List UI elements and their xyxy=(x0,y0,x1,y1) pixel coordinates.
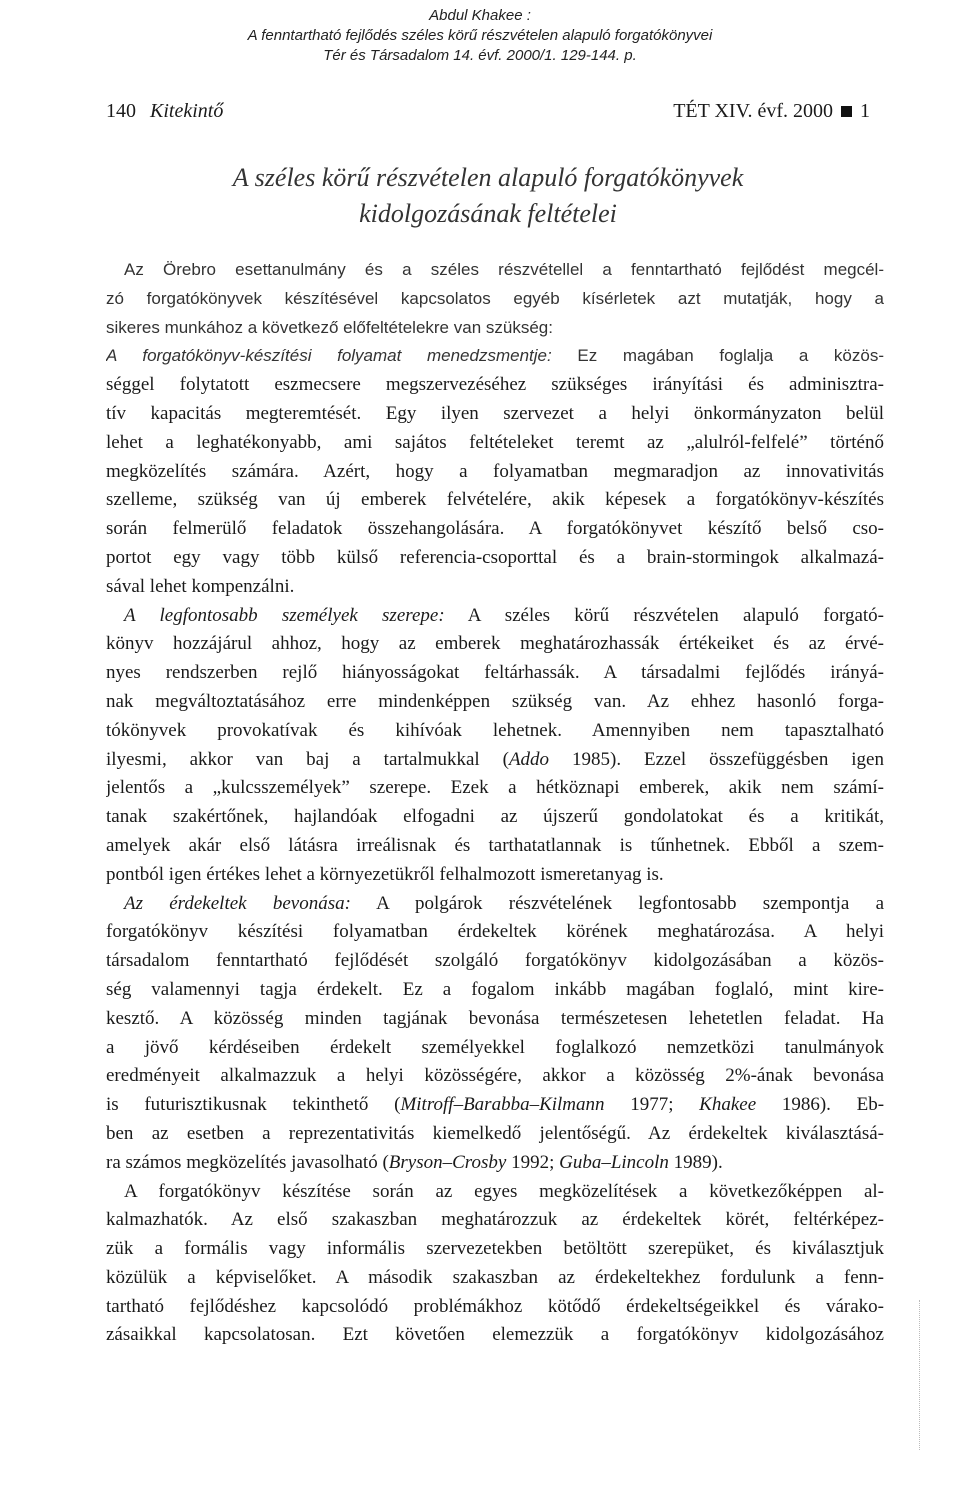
text-segment: során felmerülő feladatok összehangolására. A forgatókönyvet készítő belső cso- xyxy=(106,518,884,540)
square-bullet-icon xyxy=(841,106,852,117)
text-segment: A forgatókönyv készítése során az egyes megközelítések a következőképpen al- xyxy=(124,1180,884,1202)
text-line xyxy=(106,659,884,688)
text-segment: nak megváltoztatásához erre mindenképpen szükség van. Az ehhez hasonló forga- xyxy=(106,690,884,712)
text-segment: A polgárok részvételének legfontosabb szempontja a xyxy=(350,892,884,914)
text-line xyxy=(106,861,884,890)
text-line xyxy=(106,400,884,429)
text-segment: tókönyvek provokatívak és kihívóak lehetnek. Amennyiben nem tapasztalható xyxy=(106,719,884,741)
text-line xyxy=(106,429,884,458)
italic-text: Guba–Lincoln xyxy=(559,1151,669,1173)
text-segment: zó forgatókönyvek készítésével kapcsolatos egyéb kísérletek azt mutatják, hogy a xyxy=(106,288,884,308)
citation-author: Abdul Khakee : xyxy=(429,7,531,24)
text-segment: zük a formális vagy informális szervezetekben betöltött szerepüket, és kiválasztjuk xyxy=(106,1238,884,1260)
text-line xyxy=(106,1062,884,1091)
text-segment: a jövő kérdéseiben érdekelt személyekkel foglalkozó nemzetközi tanulmányok xyxy=(106,1036,884,1058)
italic-text: Addo xyxy=(508,748,550,770)
text-line xyxy=(106,1034,884,1063)
text-segment: lehet a leghatékonyabb, ami sajátos feltételeket teremt az „alulról-felfelé” történő xyxy=(106,431,884,453)
text-segment: 1986). Eb- xyxy=(756,1094,884,1116)
body-text xyxy=(106,256,884,1350)
italic-text: Khakee xyxy=(699,1094,757,1116)
text-line xyxy=(106,544,884,573)
text-line xyxy=(106,832,884,861)
text-line xyxy=(106,515,884,544)
text-segment: tanak szakértőnek, hajlandóak elfogadni az újszerű gondolatokat és a kritikát, xyxy=(106,806,884,828)
text-segment: sával lehet kompenzálni. xyxy=(106,575,295,597)
text-line xyxy=(106,774,884,803)
text-line xyxy=(106,1091,884,1120)
text-line xyxy=(106,371,884,400)
text-segment: pontból igen értékes lehet a környezetükről felhalmozott ismeretanyag is. xyxy=(106,863,664,885)
italic-text: Bryson–Crosby xyxy=(388,1151,507,1173)
text-segment: 1989). xyxy=(668,1151,723,1173)
text-line xyxy=(106,1321,884,1350)
text-segment: jelentős a „kulcsszemélyek” szerepe. Ezek a hétköznapi emberek, akik nem számí- xyxy=(106,777,884,799)
text-segment: ilyesmi, akkor van baj a tartalmukkal ( xyxy=(106,748,509,770)
text-segment: séggel folytatott eszmecsere megszervezéséhez szükséges irányítási és adminisztra- xyxy=(106,374,884,396)
article-title-line: kidolgozásának feltételei xyxy=(359,199,617,228)
text-line xyxy=(106,1264,884,1293)
text-line xyxy=(106,602,884,631)
text-segment: tív kapacitás megteremtését. Egy ilyen szervezet a helyi önkormányzaton belül xyxy=(106,402,884,424)
running-head xyxy=(106,100,870,128)
text-segment: Az Örebro esettanulmány és a széles részvétellel a fenntartható fejlődést megcél- xyxy=(124,260,884,279)
text-line xyxy=(106,1149,884,1178)
text-segment: ben az esetben a reprezentativitás kiemelkedő jelentőségű. Az érdekeltek kiválasztásá- xyxy=(106,1122,884,1144)
text-segment: portot egy vagy több külső referencia-csoporttal és a brain-stormingok alkalmazá- xyxy=(106,546,884,568)
issue-number: 1 xyxy=(860,100,870,122)
text-segment: társadalom fenntartható fejlődését szolgáló forgatókönyv kidolgozásában a közös- xyxy=(106,950,884,972)
italic-text: Mitroff–Barabba–Kilmann xyxy=(400,1094,605,1116)
text-segment: Ez magában foglalja a közös- xyxy=(551,346,884,366)
text-line xyxy=(106,1235,884,1264)
text-line xyxy=(106,314,884,343)
text-line xyxy=(106,746,884,775)
text-segment: amelyek akár első látásra irreálisnak és tarthatatlannak is tűnhetnek. Ebből a szem- xyxy=(106,834,884,856)
text-line xyxy=(106,458,884,487)
text-line xyxy=(106,342,884,371)
text-line xyxy=(106,918,884,947)
text-line xyxy=(106,976,884,1005)
text-line xyxy=(106,717,884,746)
text-line xyxy=(106,573,884,602)
text-segment: kesztő. A közösség minden tagjának bevonása természetesen lehetetlen feladat. Ha xyxy=(106,1007,884,1029)
text-segment: forgatókönyv készítési folyamatban érdekeltek körének meghatározása. A helyi xyxy=(106,921,884,943)
text-segment: közülük a képviselőket. A második szakaszban az érdekeltekhez fordulunk a fenn- xyxy=(106,1266,884,1288)
italic-text: A legfontosabb személyek szerepe: xyxy=(124,604,445,626)
text-line xyxy=(106,1293,884,1322)
text-line xyxy=(106,1120,884,1149)
text-segment: 1992; xyxy=(506,1151,560,1173)
citation-block xyxy=(0,6,960,66)
text-line xyxy=(106,947,884,976)
text-segment: is futurisztikusnak tekinthető ( xyxy=(106,1094,401,1116)
text-line xyxy=(106,688,884,717)
text-segment: kalmazhatók. Az első szakaszban meghatározzuk az érdekeltek körét, feltérképez- xyxy=(106,1209,884,1231)
text-line xyxy=(106,1005,884,1034)
text-line xyxy=(106,630,884,659)
citation-title: A fenntartható fejlődés széles körű részvételen alapuló forgatókönyvei xyxy=(247,27,713,44)
text-line xyxy=(106,1206,884,1235)
text-line xyxy=(106,486,884,515)
italic-text: A forgatókönyv-készítési folyamat menedzsmentje: xyxy=(106,346,552,366)
text-segment: A széles körű részvételen alapuló forgató- xyxy=(444,604,884,626)
text-segment: megközelítés számára. Azért, hogy a folyamatban megmaradjon az innovativitás xyxy=(106,460,884,482)
text-segment: nyes rendszerben rejlő hiányosságokat feltárhassák. A társadalmi fejlődés irányá- xyxy=(106,662,884,684)
text-segment: 1985). Ezzel összefüggésben igen xyxy=(549,748,884,770)
text-segment: zásaikkal kapcsolatosan. Ezt követően elemezzük a forgatókönyv kidolgozásához xyxy=(106,1324,884,1346)
text-line xyxy=(106,285,884,314)
text-line xyxy=(106,1178,884,1207)
text-segment: 1977; xyxy=(604,1094,700,1116)
text-segment: sikeres munkához a következő előfeltételekre van szükség: xyxy=(106,317,553,337)
text-segment: eredményeit alkalmazzuk a helyi közösségére, akkor a közösség 2%-ának bevonása xyxy=(106,1065,884,1087)
text-line xyxy=(106,803,884,832)
page-number: 140 xyxy=(106,100,136,122)
text-segment: tartható fejlődéshez kapcsolódó problémákhoz kötődő érdekeltségeikkel és várako- xyxy=(106,1295,884,1317)
text-segment: könyv hozzájárul ahhoz, hogy az emberek meghatározhassák értékeiket és az érvé- xyxy=(106,633,884,655)
text-segment: ség valamennyi tagja érdekelt. Ez a fogalom inkább magában foglaló, mint kire- xyxy=(106,978,884,1000)
italic-text: Az érdekeltek bevonása: xyxy=(124,892,351,914)
text-segment: szelleme, szükség van új emberek felvételére, akik képesek a forgatókönyv-készítés xyxy=(106,489,884,511)
article-title xyxy=(106,160,870,232)
article-title-line: A széles körű részvételen alapuló forgatókönyvek xyxy=(232,163,744,192)
text-segment: ra számos megközelítés javasolható ( xyxy=(106,1151,389,1173)
citation-source: Tér és Társadalom 14. évf. 2000/1. 129-144. p. xyxy=(323,47,637,64)
section-name: Kitekintő xyxy=(150,100,224,122)
scan-margin-mark xyxy=(919,1300,921,1450)
journal-name: TÉT XIV. évf. 2000 xyxy=(673,100,833,122)
text-line xyxy=(106,256,884,285)
text-line xyxy=(106,890,884,919)
